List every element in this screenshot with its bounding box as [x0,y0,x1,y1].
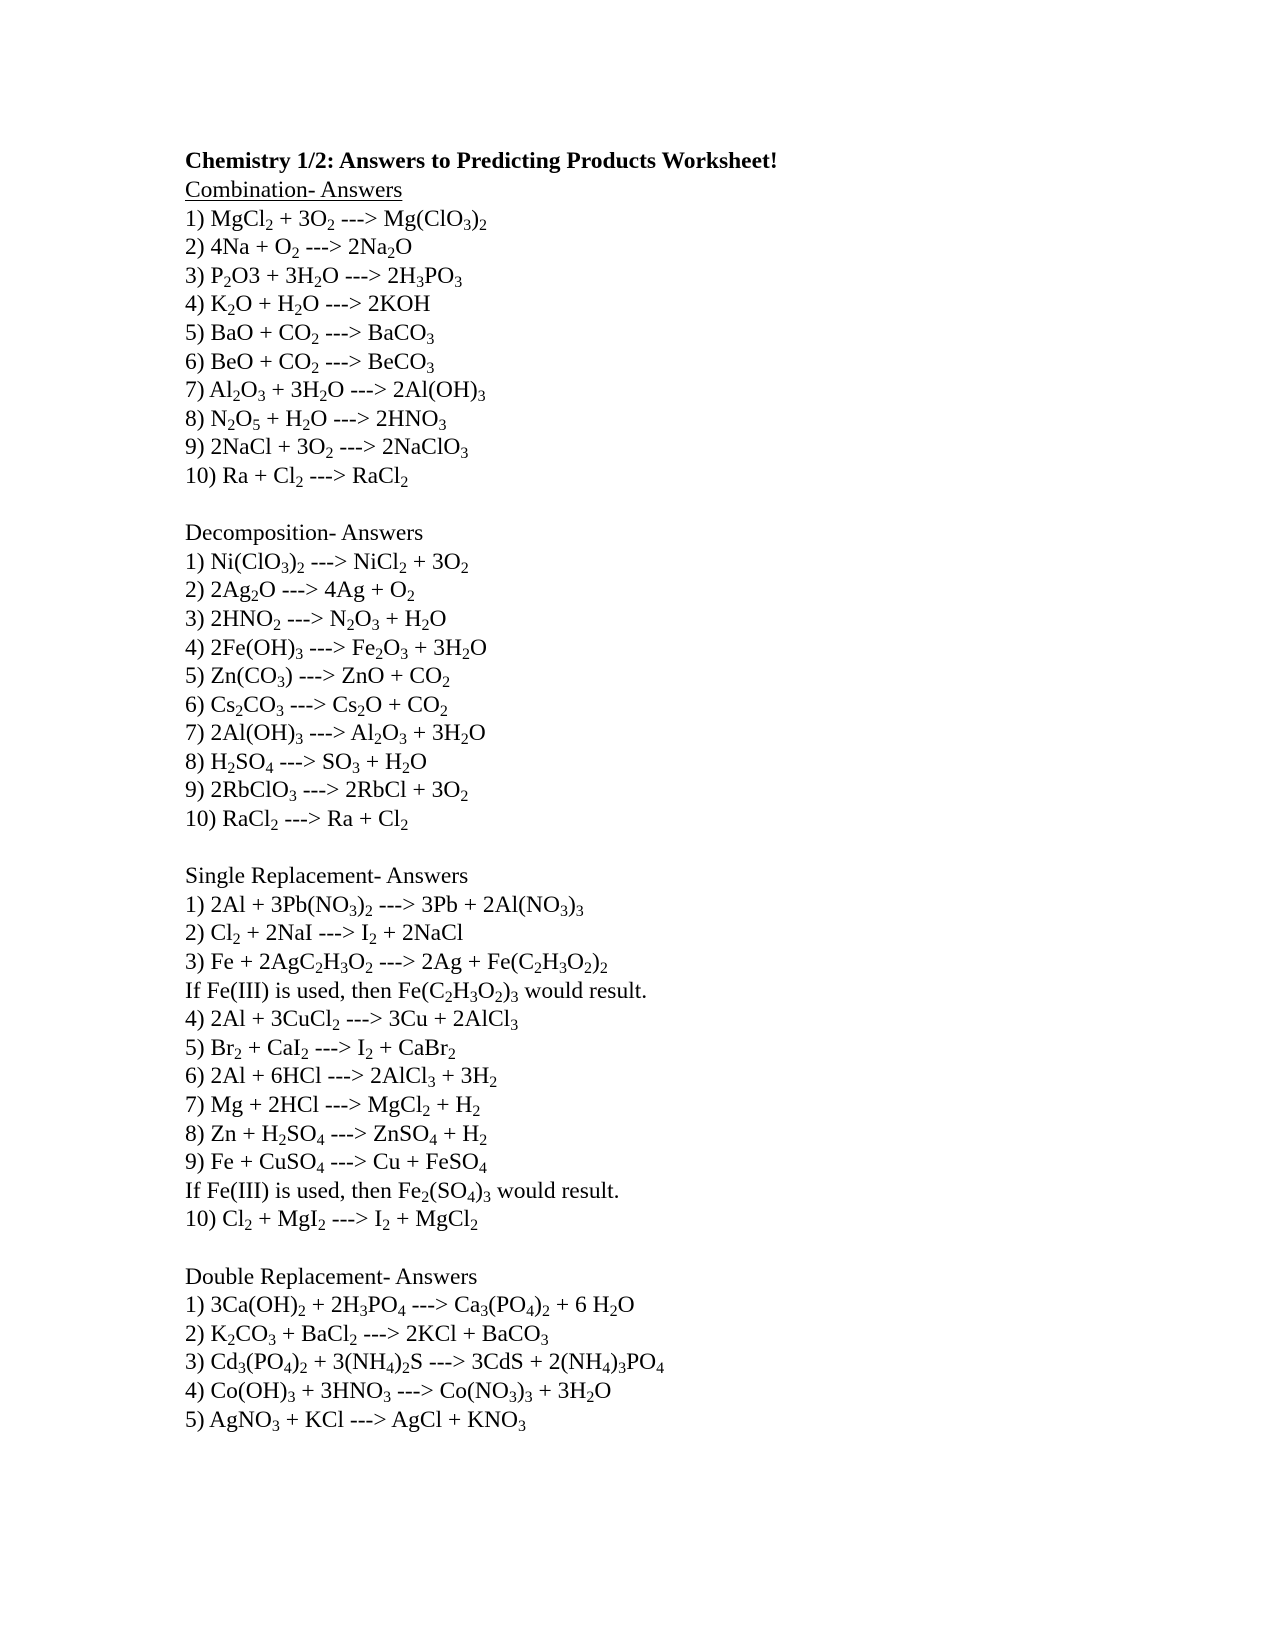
section-decomposition [185,519,1185,834]
section-single-replacement [185,862,1185,1234]
equation-line: 7) Mg + 2HCl ---> MgCl$_2$ + $H_2$ [185,1092,481,1120]
equation-line: 2) $4Na + O_2$ ---> $2Na_2O$ [185,234,413,263]
section-heading: Decomposition- Answers [185,520,424,547]
answer-sections [185,176,1185,1434]
equation-line: 8) $Zn + H_2SO_4$ ---> ZnSO$_4$ + $H_2$ [185,1120,488,1149]
page-title: Chemistry 1/2: Answers to Predicting Products Worksheet! [185,148,778,174]
equation-line: 3) $P_2O3 + 3H_2O$ ---> $2H_3PO_3$ [185,262,463,291]
equation-line: 1) $Ni(ClO_3)_2$ ---> NiCl$_2$ + $3O_2$ [185,548,469,577]
equation-line: 2) $Cl_2 + 2NaI$ ---> $I_2$ + 2NaCl [185,920,464,949]
equation-line: 6) BeO + $CO_2$ ---> BeCO$_3$ [185,348,435,377]
equation-line: 7) $2Al(OH)_3$ ---> $Al_2O_3 + 3H_2O$ [185,720,486,749]
equation-line: 3) $2HNO_2$ ---> $N_2O_3 + H_2O$ [185,605,447,634]
equation-line: 8) $H_2SO_4$ ---> $SO_3 + H_2O$ [185,748,427,777]
equation-line: 5) AgNO$_3$ + KCl ---> AgCl + $KNO_3$ [185,1406,527,1435]
equation-line: If Fe(III) is used, then $Fe_2(SO_4)_3$ would result. [185,1177,620,1206]
section-heading: Double Replacement- Answers [185,1263,478,1290]
equation-line: 1) $3Ca(OH)_2 + 2H_3PO_4$ ---> $Ca_3(PO_4)_2 + 6$ $H_2O$ [185,1292,635,1321]
equation-line: 5) $Br_2 + CaI_2$ ---> $I_2$ + CaBr$_2$ [185,1034,456,1063]
equation-line: 4) $K_2O + H_2O$ ---> 2KOH [185,291,431,320]
equation-line: 3) $Cd_3(PO_4)_2 + 3(NH_4)_2S$ ---> $3CdS + 2(NH_4)_3PO_4$ [185,1349,665,1378]
equation-line: 10) $Cl_2 + MgI_2$ ---> $I_2$ + MgCl$_2$ [185,1206,479,1235]
equation-line: 6) 2Al + 6HCl ---> 2AlCl$_3$ + $3H_2$ [185,1063,498,1092]
section-heading: Combination- Answers [185,177,403,203]
section-double-replacement [185,1263,1185,1435]
equation-line: 10) $Ra + Cl_2$ ---> RaCl$_2$ [185,462,409,491]
equation-line: 9) Fe + CuSO$_4$ ---> Cu + FeSO$_4$ [185,1149,487,1178]
worksheet-page [185,147,1185,1434]
section-heading: Single Replacement- Answers [185,863,469,890]
equation-line: If Fe(III) is used, then $Fe(C_2H_3O_2)_3$ would result. [185,977,648,1006]
equation-line: 2) $K_2CO_3$ + BaCl$_2$ ---> 2KCl + BaCO$_3$ [185,1320,549,1349]
equation-line: 9) 2RbClO$_3$ ---> 2RbCl + $3O_2$ [185,777,469,806]
equation-line: 1) $2Al + 3Pb(NO_3)_2$ ---> $3Pb + 2Al(NO_3)_3$ [185,891,584,920]
section-combination [185,176,1185,491]
equation-line: 7) $Al_2O_3 + 3H_2O$ ---> $2Al(OH)_3$ [185,377,486,406]
equation-line: 3) $Fe + 2AgC_2H_3O_2$ ---> $2Ag + Fe(C_2H_3O_2)_2$ [185,949,608,978]
equation-line: 5) $Zn(CO_3)$ ---> ZnO + $CO_2$ [185,663,451,692]
equation-line: 4) $2Fe(OH)_3$ ---> $Fe_2O_3 + 3H_2O$ [185,634,487,663]
equation-line: 6) $Cs_2CO_3$ ---> $Cs_2O + CO_2$ [185,691,448,720]
equation-line: 2) $2Ag_2O$ ---> $4Ag + O_2$ [185,577,415,606]
equation-line: 9) 2NaCl + $3O_2$ ---> 2NaClO$_3$ [185,434,469,463]
equation-line: 4) $Co(OH)_3 + 3HNO_3$ ---> $Co(NO_3)_3 + 3H_2O$ [185,1377,612,1406]
equation-line: 5) BaO + $CO_2$ ---> BaCO$_3$ [185,319,435,348]
equation-line: 8) $N_2O_5 + H_2O$ ---> $2HNO_3$ [185,405,447,434]
equation-line: 1) MgCl$_2$ + $3O_2$ ---> $Mg(ClO_3)_2$ [185,205,488,234]
equation-line: 10) RaCl$_2$ ---> $Ra + Cl_2$ [185,806,409,835]
equation-line: 4) 2Al + 3CuCl$_2$ ---> 3Cu + 2AlCl$_3$ [185,1006,519,1035]
